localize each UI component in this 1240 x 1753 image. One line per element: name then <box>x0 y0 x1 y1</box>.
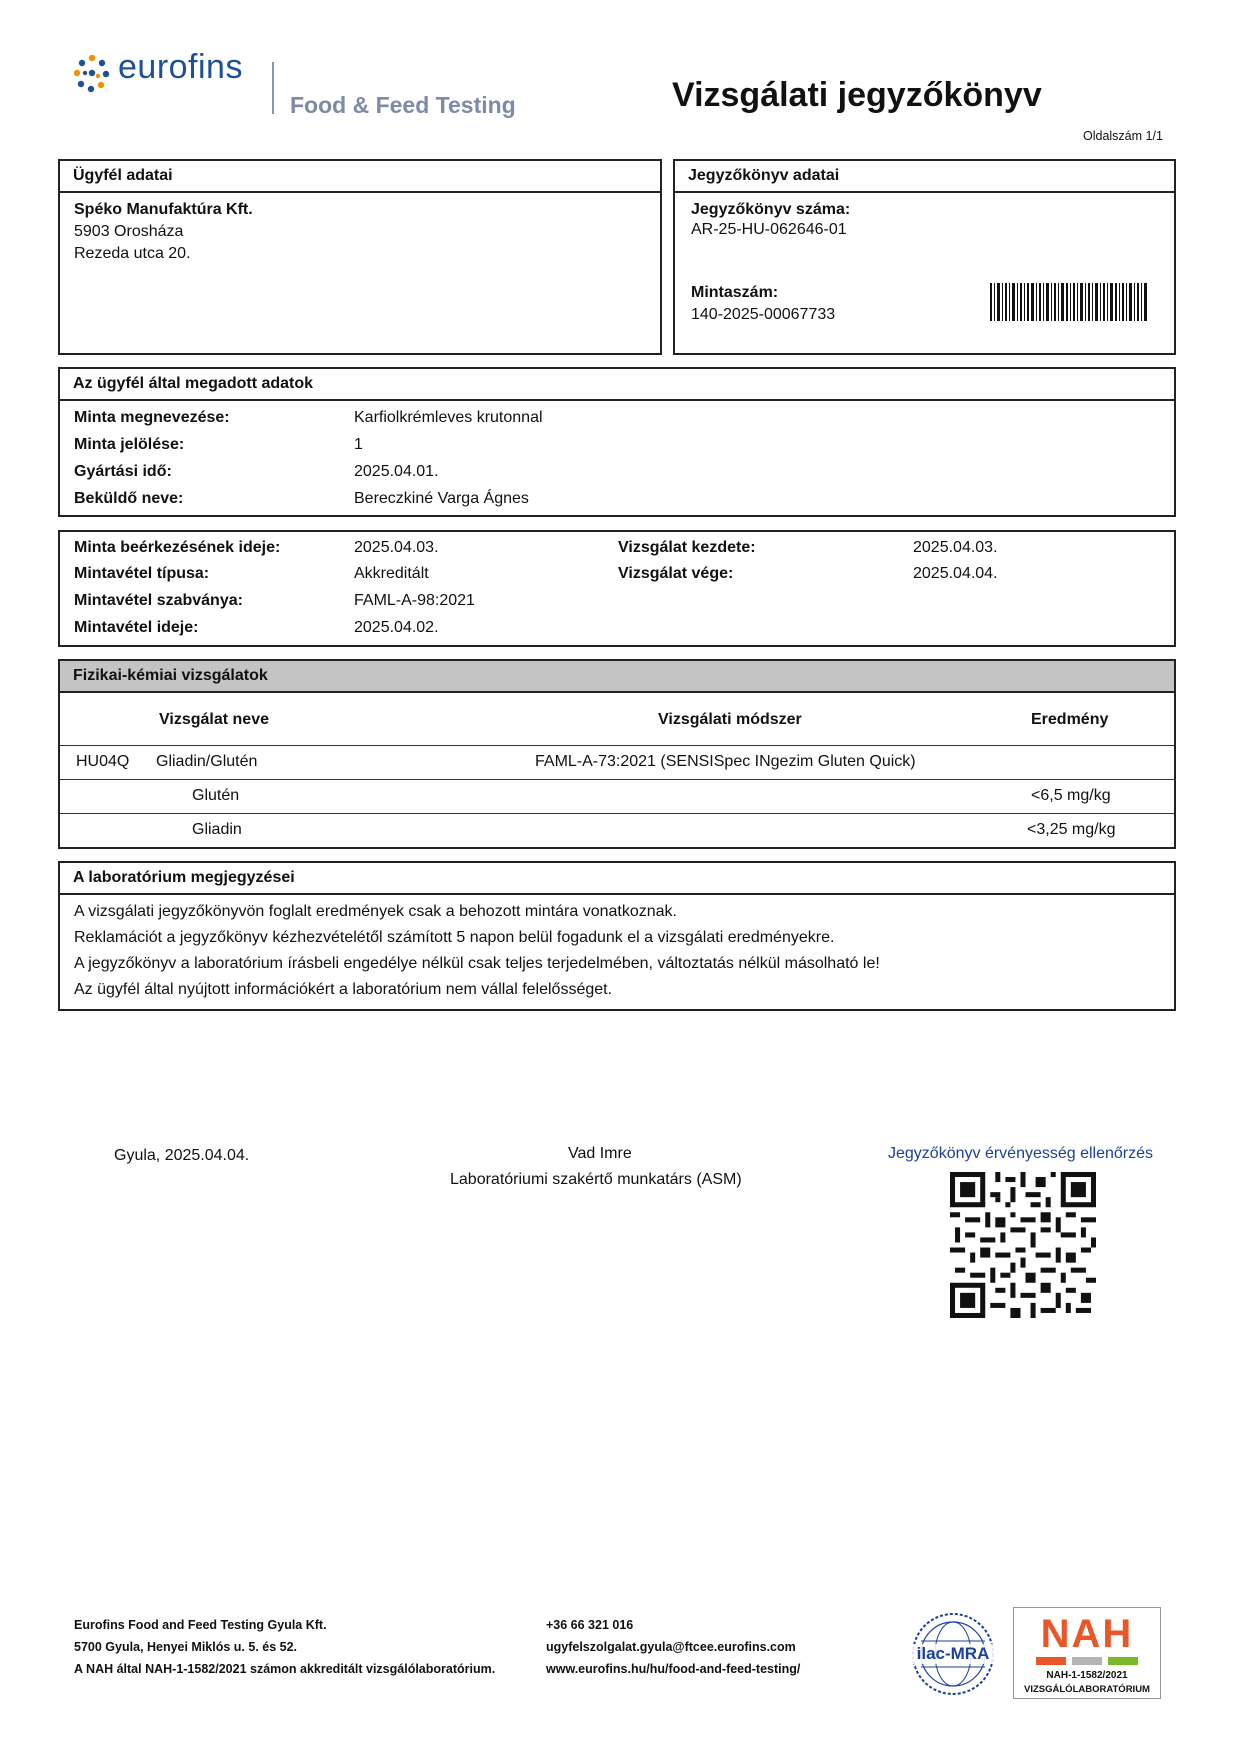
report-box <box>673 159 1176 355</box>
ilac-mra-logo <box>910 1611 996 1697</box>
sample-mark-value: 1 <box>354 436 363 453</box>
sampling-date-label: Mintavétel ideje: <box>74 619 199 636</box>
client-address-1: 5903 Orosháza <box>74 223 184 240</box>
sampling-standard-value: FAML-A-98:2021 <box>354 592 475 609</box>
division-name: Food & Feed Testing <box>290 92 516 118</box>
note-line: Az ügyfél által nyújtott információkért a laboratórium nem vállal felelősséget. <box>74 981 613 998</box>
verify-link[interactable]: Jegyzőkönyv érvényesség ellenőrzés <box>888 1145 1154 1162</box>
eurofins-dots-icon <box>72 54 112 94</box>
footer-address: 5700 Gyula, Henyei Miklós u. 5. és 52. <box>74 1640 298 1654</box>
sample-mark-label: Minta jelölése: <box>74 436 185 453</box>
test-method: FAML-A-73:2021 (SENSISpec INgezim Gluten Quick) <box>535 753 916 770</box>
analyte-result: <6,5 mg/kg <box>1031 787 1111 804</box>
sample-name-value: Karfiolkrémleves krutonnal <box>354 409 543 426</box>
nah-color-blocks-icon <box>1014 1657 1160 1667</box>
qr-code-icon[interactable] <box>950 1172 1096 1318</box>
client-address-2: Rezeda utca 20. <box>74 245 191 262</box>
test-start-label: Vizsgálat kezdete: <box>618 539 756 556</box>
eurofins-wordmark: eurofins <box>118 48 243 86</box>
logo-divider <box>272 62 274 114</box>
footer-company: Eurofins Food and Feed Testing Gyula Kft. <box>74 1618 327 1632</box>
note-line: A vizsgálati jegyzőkönyvön foglalt eredmények csak a behozott mintára vonatkoznak. <box>74 903 677 920</box>
client-data-heading: Az ügyfél által megadott adatok <box>60 369 1174 401</box>
footer-website[interactable]: www.eurofins.hu/hu/food-and-feed-testing/ <box>546 1662 801 1676</box>
footer-phone: +36 66 321 016 <box>546 1618 634 1632</box>
lab-notes-heading: A laboratórium megjegyzései <box>60 863 1174 895</box>
client-name: Spéko Manufaktúra Kft. <box>74 201 253 218</box>
footer-accreditation: A NAH által NAH-1-1582/2021 számon akkreditált vizsgálólaboratórium. <box>74 1662 496 1676</box>
analyte-name: Gliadin <box>192 821 242 838</box>
page-title: Vizsgálati jegyzőkönyv <box>672 76 1042 114</box>
footer-email[interactable]: ugyfelszolgalat.gyula@ftcee.eurofins.com <box>546 1640 796 1654</box>
col-header-method: Vizsgálati módszer <box>658 711 802 728</box>
table-divider <box>60 779 1174 780</box>
table-divider <box>60 813 1174 814</box>
col-header-name: Vizsgálat neve <box>159 711 269 728</box>
production-date-label: Gyártási idő: <box>74 463 172 480</box>
analyte-result: <3,25 mg/kg <box>1027 821 1116 838</box>
test-code: HU04Q <box>76 753 130 770</box>
eurofins-logo <box>72 48 272 98</box>
nah-code: NAH-1-1582/2021 <box>1046 1670 1128 1681</box>
client-heading: Ügyfél adatai <box>60 161 660 193</box>
barcode-icon <box>990 283 1148 321</box>
sampling-type-value: Akkreditált <box>354 565 429 582</box>
report-number-label: Jegyzőkönyv száma: <box>691 201 851 218</box>
lab-notes-box <box>58 861 1176 1011</box>
sender-label: Beküldő neve: <box>74 490 184 507</box>
results-heading: Fizikai-kémiai vizsgálatok <box>60 661 1174 693</box>
arrival-date-value: 2025.04.03. <box>354 539 439 556</box>
test-name: Gliadin/Glutén <box>156 753 258 770</box>
signer-role: Laboratóriumi szakértő munkatárs (ASM) <box>450 1171 742 1188</box>
test-end-value: 2025.04.04. <box>913 565 998 582</box>
client-data-box <box>58 367 1176 517</box>
nah-label: VIZSGÁLÓLABORATÓRIUM <box>1024 1684 1150 1695</box>
client-box <box>58 159 662 355</box>
analyte-name: Glutén <box>192 787 240 804</box>
note-line: Reklamációt a jegyzőkönyv kézhezvételétől számított 5 napon belül fogadunk el a vizsgálati eredményekre. <box>74 929 835 946</box>
sampling-standard-label: Mintavétel szabványa: <box>74 592 243 609</box>
production-date-value: 2025.04.01. <box>354 463 439 480</box>
sampling-date-value: 2025.04.02. <box>354 619 439 636</box>
test-end-label: Vizsgálat vége: <box>618 565 734 582</box>
sample-number-label: Mintaszám: <box>691 284 779 301</box>
nah-logo <box>1013 1607 1161 1699</box>
nah-wordmark: NAH <box>1040 1612 1134 1656</box>
sample-number: 140-2025-00067733 <box>691 306 836 323</box>
test-start-value: 2025.04.03. <box>913 539 998 556</box>
report-number: AR-25-HU-062646-01 <box>691 221 847 238</box>
sampling-box <box>58 530 1176 647</box>
note-line: A jegyzőkönyv a laboratórium írásbeli engedélye nélkül csak teljes terjedelmében, változtatás nélkül másolható le! <box>74 955 880 972</box>
results-table <box>58 659 1176 849</box>
col-header-result: Eredmény <box>1031 711 1109 728</box>
arrival-date-label: Minta beérkezésének ideje: <box>74 539 281 556</box>
signer-name: Vad Imre <box>568 1145 632 1162</box>
place-date: Gyula, 2025.04.04. <box>114 1147 250 1164</box>
page-number: Oldalszám 1/1 <box>1083 129 1163 143</box>
sample-name-label: Minta megnevezése: <box>74 409 230 426</box>
report-heading: Jegyzőkönyv adatai <box>675 161 1174 193</box>
table-divider <box>60 745 1174 746</box>
sender-value: Bereczkiné Varga Ágnes <box>354 490 529 507</box>
sampling-type-label: Mintavétel típusa: <box>74 565 210 582</box>
ilac-mra-text: ilac-MRA <box>910 1644 996 1664</box>
